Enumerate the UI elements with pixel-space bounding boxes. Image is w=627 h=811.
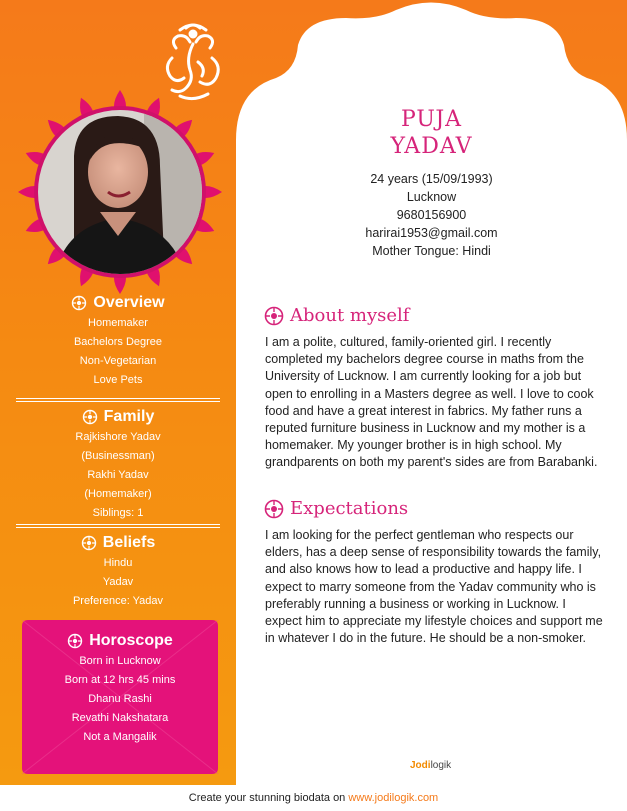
city: Lucknow: [406, 190, 457, 204]
family-section: [0, 406, 236, 523]
section-divider: [16, 398, 220, 402]
horoscope-title-text: Horoscope: [89, 632, 173, 649]
horoscope-section: [22, 630, 218, 747]
flower-icon: [71, 295, 87, 311]
flower-icon: [67, 633, 83, 649]
flower-icon: [81, 535, 97, 551]
family-item: Rajkishore Yadav: [75, 431, 161, 443]
first-name: PUJA: [400, 107, 463, 132]
beliefs-section: [0, 532, 236, 611]
beliefs-item: Yadav: [102, 576, 134, 588]
family-item: (Homemaker): [84, 488, 152, 500]
horoscope-box: [22, 620, 218, 774]
flower-icon: [264, 499, 284, 519]
email: harirai1953@gmail.com: [365, 226, 498, 240]
beliefs-item: Hindu: [103, 557, 133, 569]
brand-part2: logik: [430, 760, 452, 771]
horoscope-item: Born at 12 hrs 45 mins: [64, 674, 176, 686]
mother-tongue: Mother Tongue: Hindi: [372, 244, 491, 258]
family-item: Rakhi Yadav: [87, 469, 149, 481]
beliefs-title: [0, 532, 236, 554]
about-title: About myself: [290, 305, 410, 326]
overview-section: [0, 292, 236, 390]
family-item: Siblings: 1: [92, 507, 144, 519]
family-title-text: Family: [103, 408, 155, 425]
last-name: YADAV: [390, 134, 473, 159]
expectations-text: I am looking for the perfect gentleman who respects our elders, has a deep sense of responsibility towards the family, and also knows how to lead a productive and happy life. I expect to marry someone from the Yadav community who is preferably running a business or working in Lucknow. I expect him to appreciate my lifestyle choices and support me in whatever I do in the future. He should be a non-smoker.: [265, 528, 603, 646]
contact-block: [236, 170, 627, 260]
overview-title-text: Overview: [93, 294, 165, 311]
overview-item: Non-Vegetarian: [79, 355, 157, 367]
horoscope-item: Not a Mangalik: [83, 731, 157, 743]
family-item: (Businessman): [81, 450, 155, 462]
overview-item: Love Pets: [93, 374, 143, 386]
profile-photo: [14, 86, 226, 298]
brand-logo: [410, 760, 451, 771]
age-dob: 24 years (15/09/1993): [370, 172, 493, 186]
overview-item: Homemaker: [88, 317, 148, 329]
horoscope-item: Revathi Nakshatara: [71, 712, 169, 724]
brand-part1: Jodi: [410, 760, 431, 771]
section-divider: [16, 524, 220, 528]
profile-name: [236, 106, 627, 160]
beliefs-title-text: Beliefs: [102, 534, 156, 551]
footer-link[interactable]: www.jodilogik.com: [348, 792, 439, 804]
family-title: [0, 406, 236, 428]
about-heading: [264, 305, 409, 326]
expectations-heading: [264, 498, 408, 519]
horoscope-item: Born in Lucknow: [79, 655, 161, 667]
flower-icon: [264, 306, 284, 326]
flower-icon: [82, 409, 98, 425]
about-text: I am a polite, cultured, family-oriented girl. I recently completed my bachelors degree course in maths from the University of Lucknow. I am currently looking for a job but open to enrolling in a Masters degree as well. I love to cook food and have a great interest in fabrics. My father runs a reputed furniture business in Lucknow and my mother is a homemaker. My younger brother is in high school. My grandparents on both my parent's sides are from Barabanki.: [265, 335, 598, 470]
phone: 9680156900: [396, 208, 467, 222]
horoscope-title: [22, 630, 218, 652]
horoscope-item: Dhanu Rashi: [88, 693, 152, 705]
overview-title: [0, 292, 236, 314]
beliefs-item: Preference: Yadav: [72, 595, 164, 607]
expectations-title: Expectations: [290, 498, 409, 519]
footer-text: Create your stunning biodata on: [188, 792, 349, 804]
overview-item: Bachelors Degree: [73, 336, 163, 348]
footer: [0, 785, 627, 811]
